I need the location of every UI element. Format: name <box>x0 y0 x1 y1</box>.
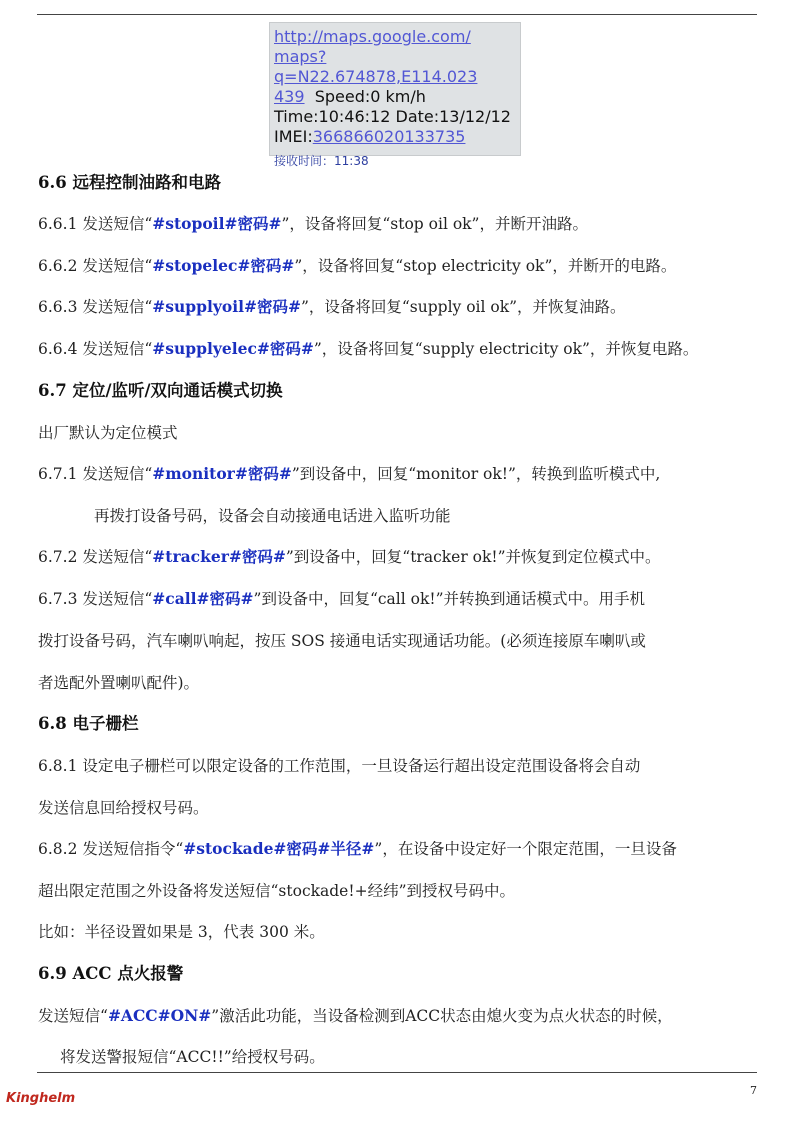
item-6-6-1: 6.6.1 发送短信“#stopoil#密码#”，设备将回复“stop oil ok”，并断开油路。 <box>38 214 588 233</box>
sms-screenshot <box>269 22 521 168</box>
map-link-line-1[interactable]: http://maps.google.com/ <box>274 27 471 46</box>
command-text: #tracker#密码# <box>152 547 286 566</box>
item-6-6-3: 6.6.3 发送短信“#supplyoil#密码#”，设备将回复“supply oil ok”，并恢复油路。 <box>38 297 626 316</box>
item-6-7-3-end: 者选配外置喇叭配件)。 <box>38 674 200 692</box>
item-6-8-2: 6.8.2 发送短信指令“#stockade#密码#半径#”，在设备中设定好一个限定范围，一旦设备 <box>38 839 677 858</box>
page-number: 7 <box>750 1084 757 1097</box>
item-6-6-4: 6.6.4 发送短信“#supplyelec#密码#”，设备将回复“supply electricity ok”，并恢复电路。 <box>38 339 699 358</box>
heading-6-7: 6.7 定位/监听/双向通话模式切换 <box>38 381 283 400</box>
heading-6-6: 6.6 远程控制油路和电路 <box>38 173 221 192</box>
acc-instruction: 发送短信“#ACC#ON#”激活此功能，当设备检测到ACC状态由熄火变为点火状态的时候， <box>38 1006 673 1025</box>
command-text: #supplyoil#密码# <box>152 297 301 316</box>
default-mode-text: 出厂默认为定位模式 <box>38 424 178 442</box>
command-text: #call#密码# <box>152 589 254 608</box>
item-6-7-1: 6.7.1 发送短信“#monitor#密码#”到设备中，回复“monitor ok!”，转换到监听模式中, <box>38 464 661 483</box>
received-time: 接收时间：11:38 <box>274 154 369 168</box>
brand-logo: Kinghelm <box>6 1091 76 1106</box>
speed-text: Speed:0 km/h <box>314 87 426 106</box>
item-6-8-1: 6.8.1 设定电子栅栏可以限定设备的工作范围，一旦设备运行超出设定范围设备将会自动 <box>38 757 641 775</box>
command-text: #stopelec#密码# <box>152 256 295 275</box>
example-text: 比如：半径设置如果是 3，代表 300 米。 <box>38 923 325 941</box>
item-6-7-1-cont: 再拨打设备号码，设备会自动接通电话进入监听功能 <box>94 507 451 525</box>
item-6-8-2-cont: 超出限定范围之外设备将发送短信“stockade!+经纬”到授权号码中。 <box>38 882 515 900</box>
item-6-7-3: 6.7.3 发送短信“#call#密码#”到设备中，回复“call ok!”并转换到通话模式中。用手机 <box>38 589 646 608</box>
command-text: #monitor#密码# <box>152 464 292 483</box>
imei-link[interactable]: 366866020133735 <box>312 127 466 146</box>
item-6-8-1-cont: 发送信息回给授权号码。 <box>38 799 209 817</box>
time-date-text: Time:10:46:12 Date:13/12/12 <box>274 107 511 126</box>
footer-rule <box>37 1072 757 1073</box>
heading-6-9: 6.9 ACC 点火报警 <box>38 964 184 983</box>
map-link-line-2[interactable]: maps?q=N22.674878,E114.023 <box>274 47 478 86</box>
item-6-7-2: 6.7.2 发送短信“#tracker#密码#”到设备中，回复“tracker ok!”并恢复到定位模式中。 <box>38 547 661 566</box>
command-text: #ACC#ON# <box>107 1006 212 1025</box>
command-text: #supplyelec#密码# <box>152 339 314 358</box>
acc-instruction-cont: 将发送警报短信“ACC!!”给授权号码。 <box>60 1048 325 1066</box>
command-text: #stockade#密码#半径# <box>183 839 375 858</box>
item-6-7-3-cont: 拨打设备号码，汽车喇叭响起，按压 SOS 接通电话实现通话功能。(必须连接原车喇叭或 <box>38 632 646 650</box>
command-text: #stopoil#密码# <box>152 214 282 233</box>
header-rule <box>37 14 757 15</box>
item-6-6-2: 6.6.2 发送短信“#stopelec#密码#”，设备将回复“stop electricity ok”，并断开的电路。 <box>38 256 677 275</box>
heading-6-8: 6.8 电子栅栏 <box>38 714 139 733</box>
map-link-line-3[interactable]: 439 <box>274 87 305 106</box>
imei-label: IMEI: <box>274 127 313 146</box>
